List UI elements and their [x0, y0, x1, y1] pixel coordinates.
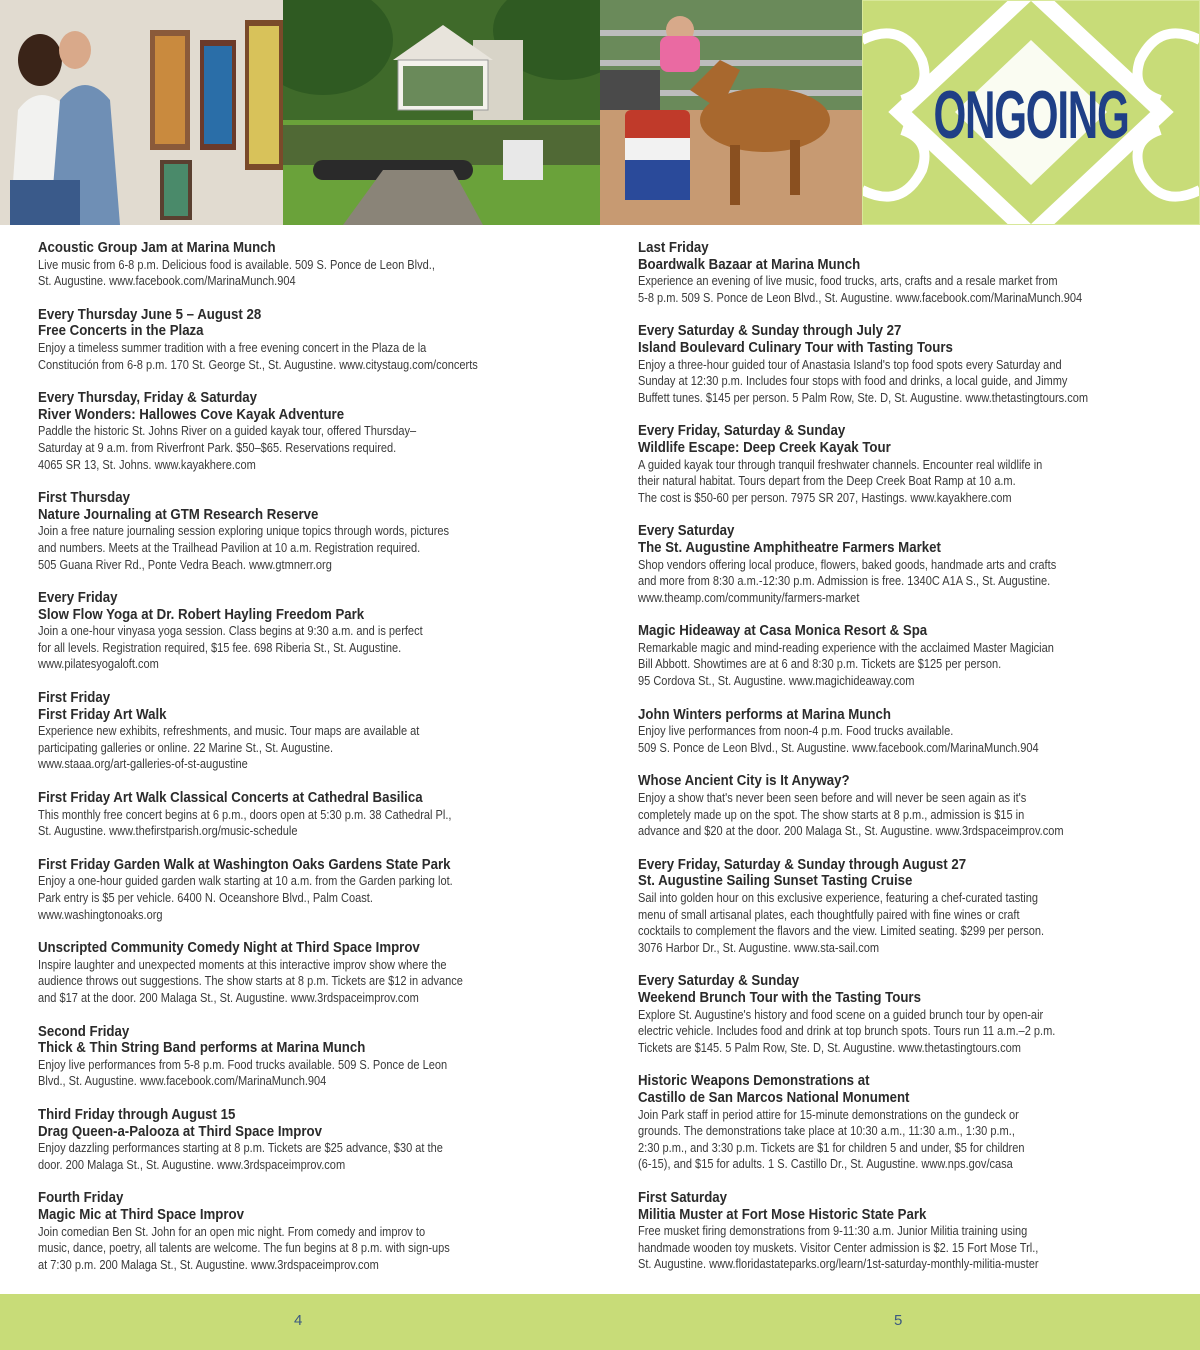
event-description: Shop vendors offering local produce, flowers, baked goods, handmade arts and crafts and more from 8:30 a.m.-12:30 p.m. Admission is free. 1340C A1A S., St. Augustine. www.theamp.com/community/farmers-market — [638, 556, 1057, 605]
event-title: Weekend Brunch Tour with the Tasting Tours — [638, 989, 921, 1006]
event-schedule: Every Saturday & Sunday through July 27 — [638, 323, 902, 340]
event-listing — [38, 390, 578, 473]
event-listing — [38, 1190, 578, 1273]
event-description: Live music from 6-8 p.m. Delicious food is available. 509 S. Ponce de Leon Blvd., St. Augustine. www.facebook.com/MarinaMunch.904 — [38, 256, 435, 289]
event-schedule: Every Friday — [38, 590, 118, 607]
event-description: A guided kayak tour through tranquil freshwater channels. Encounter real wildlife in their natural habitat. Tours depart from the Deep Creek Boat Ramp at 10 a.m. The cost is $50-60 per person. 7975 SR 207, Hastings. www.kayakhere.com — [638, 456, 1043, 505]
event-description: Inspire laughter and unexpected moments at this interactive improv show where the audience throws out suggestions. The show starts at 8 p.m. Tickets are $12 in advance and $17 at the door. 200 Malaga St., St. Augustine. www.3rdspaceimprov.com — [38, 956, 463, 1005]
event-schedule: Second Friday — [38, 1023, 130, 1040]
plaza-gazebo-concert-photo — [283, 0, 600, 225]
event-listing — [38, 490, 578, 573]
event-description: Enjoy a three-hour guided tour of Anastasia Island's top food spots every Saturday and Sunday at 12:30 p.m. Includes four stops with food and drinks, a local guide, and Jimmy Buffett tunes. $145 per person. 5 Palm Row, Ste. D, St. Augustine. www.thetastingtours.com — [638, 356, 1089, 405]
couple-viewing-art-photo — [0, 0, 283, 225]
left-event-column — [38, 240, 578, 1290]
event-schedule: Third Friday through August 15 — [38, 1106, 236, 1123]
event-description: Join a one-hour vinyasa yoga session. Class begins at 9:30 a.m. and is perfect for all levels. Registration required, $15 fee. 698 Riberia St., St. Augustine. www.pilatesyogaloft.com — [38, 623, 423, 672]
event-title: St. Augustine Sailing Sunset Tasting Cruise — [638, 873, 913, 890]
event-listing — [638, 240, 1178, 306]
event-description: Join a free nature journaling session exploring unique topics through words, pictures and numbers. Meets at the Trailhead Pavilion at 10 a.m. Registration required. 505 Guana River Rd., Ponte Vedra Beach. www.gtmnerr.org — [38, 523, 450, 572]
event-description: Enjoy live performances from 5-8 p.m. Food trucks available. 509 S. Ponce de Leon Blvd., St. Augustine. www.facebook.com/MarinaMunch.904 — [38, 1056, 448, 1089]
event-title: Free Concerts in the Plaza — [38, 323, 204, 340]
event-listing — [38, 590, 578, 673]
event-description: Enjoy a timeless summer tradition with a free evening concert in the Plaza de la Constitución from 6-8 p.m. 170 St. George St., St. Augustine. www.citystaug.com/concerts — [38, 339, 478, 372]
event-title: Unscripted Community Comedy Night at Third Space Improv — [38, 940, 420, 957]
event-schedule: Every Thursday June 5 – August 28 — [38, 306, 262, 323]
event-title: The St. Augustine Amphitheatre Farmers Market — [638, 539, 941, 556]
event-title: Island Boulevard Culinary Tour with Tasting Tours — [638, 339, 953, 356]
event-description: Experience new exhibits, refreshments, and music. Tour maps are available at participating galleries or online. 22 Marine St., St. Augustine. www.staaa.org/art-galleries-of-st-augustine — [38, 723, 420, 772]
ongoing-banner — [862, 0, 1200, 225]
event-listing — [38, 790, 578, 840]
event-description: Free musket firing demonstrations from 9-11:30 a.m. Junior Militia training using handmade wooden toy muskets. Visitor Center admission is $2. 15 Fort Mose Trl., St. Augustine. www.floridastateparks.org/learn/1st-saturday-monthly-militia-muster — [638, 1223, 1039, 1272]
event-listing — [638, 1073, 1178, 1173]
event-schedule: Every Friday, Saturday & Sunday through August 27 — [638, 856, 967, 873]
event-listing — [638, 773, 1178, 839]
event-schedule: Every Saturday & Sunday — [638, 973, 800, 990]
event-title: Acoustic Group Jam at Marina Munch — [38, 240, 276, 256]
event-listing — [38, 690, 578, 773]
event-description: Join comedian Ben St. John for an open mic night. From comedy and improv to music, dance, poetry, all talents are welcome. The fun begins at 8 p.m. with sign-ups at 7:30 p.m. 200 Malaga St., St. Augustine. www.3rdspaceimprov.com — [38, 1223, 450, 1272]
event-schedule: First Saturday — [638, 1189, 728, 1206]
event-schedule: Every Thursday, Friday & Saturday — [38, 390, 258, 407]
event-description: Enjoy a one-hour guided garden walk starting at 10 a.m. from the Garden parking lot. Park entry is $5 per vehicle. 6400 N. Oceanshore Blvd., Palm Coast. www.washingtonoaks.org — [38, 873, 453, 922]
page-number-right: 5 — [894, 1312, 903, 1329]
event-description: Experience an evening of live music, food trucks, arts, crafts and a resale market from 5-8 p.m. 509 S. Ponce de Leon Blvd., St. Augustine. www.facebook.com/MarinaMunch.904 — [638, 273, 1083, 305]
event-title: Boardwalk Bazaar at Marina Munch — [638, 256, 861, 273]
event-listing — [638, 623, 1178, 689]
event-listing — [638, 323, 1178, 406]
event-title: Castillo de San Marcos National Monument — [638, 1089, 910, 1106]
event-title: First Friday Art Walk — [38, 706, 167, 723]
event-listing — [38, 240, 578, 290]
event-title: First Friday Garden Walk at Washington Oaks Gardens State Park — [38, 856, 451, 873]
event-title: Whose Ancient City is It Anyway? — [638, 773, 850, 790]
page-number-left: 4 — [294, 1312, 303, 1329]
event-title: John Winters performs at Marina Munch — [638, 706, 891, 723]
event-title: Thick & Thin String Band performs at Marina Munch — [38, 1040, 366, 1057]
event-description: Sail into golden hour on this exclusive experience, featuring a chef-curated tasting menu of small artisanal plates, each thoughtfully paired with fine wines or craft cocktails to complement the flavors and the view. Limited seating. $299 per person. 3076 Harbor Dr., St. Augustine. www.sta-sail.com — [638, 890, 1045, 955]
event-description: This monthly free concert begins at 6 p.m., doors open at 5:30 p.m. 38 Cathedral Pl., St. Augustine. www.thefirstparish.org/music-schedule — [38, 806, 452, 839]
event-schedule: Every Saturday — [638, 523, 735, 540]
event-listing — [38, 940, 578, 1006]
event-listing — [638, 857, 1178, 957]
event-title: Wildlife Escape: Deep Creek Kayak Tour — [638, 439, 891, 456]
event-listing — [38, 1107, 578, 1173]
event-listing — [38, 857, 578, 923]
event-listing — [38, 1024, 578, 1090]
event-schedule: Last Friday — [638, 240, 709, 256]
event-listing — [638, 1190, 1178, 1273]
event-title: Nature Journaling at GTM Research Reserve — [38, 506, 319, 523]
barrel-racing-rodeo-photo — [600, 0, 862, 225]
event-listing — [638, 973, 1178, 1056]
event-schedule: First Friday — [38, 690, 111, 707]
event-listing — [38, 307, 578, 373]
event-listing — [638, 707, 1178, 757]
event-title: Slow Flow Yoga at Dr. Robert Hayling Freedom Park — [38, 606, 365, 623]
page-title: ONGOING — [933, 77, 1129, 153]
right-event-column — [638, 240, 1178, 1290]
event-description: Paddle the historic St. Johns River on a guided kayak tour, offered Thursday– Saturday at 9 a.m. from Riverfront Park. $50–$65. Reservations required. 4065 SR 13, St. Johns. www.kayakhere.com — [38, 423, 417, 472]
event-schedule: First Thursday — [38, 490, 130, 507]
event-description: Enjoy dazzling performances starting at 8 p.m. Tickets are $25 advance, $30 at the door. 200 Malaga St., St. Augustine. www.3rdspaceimprov.com — [38, 1140, 443, 1172]
page-footer — [0, 1294, 1200, 1350]
event-listing — [638, 523, 1178, 606]
event-description: Enjoy live performances from noon-4 p.m. Food trucks available. 509 S. Ponce de Leon Blvd., St. Augustine. www.facebook.com/MarinaMunch.904 — [638, 723, 1039, 755]
event-title: River Wonders: Hallowes Cove Kayak Adventure — [38, 406, 345, 423]
event-description: Join Park staff in period attire for 15-minute demonstrations on the gundeck or grounds. The demonstrations take place at 10:30 a.m., 11:30 a.m., 1:30 p.m., 2:30 p.m., and 3:30 p.m. Tickets are $1 for children 5 and under, $5 for children (6-15), and $15 for adults. 1 S. Castillo Dr., St. Augustine. www.nps.gov/casa — [638, 1106, 1025, 1172]
event-title: First Friday Art Walk Classical Concerts at Cathedral Basilica — [38, 790, 423, 807]
event-schedule: Fourth Friday — [38, 1190, 124, 1207]
event-schedule: Historic Weapons Demonstrations at — [638, 1073, 870, 1090]
event-description: Enjoy a show that's never been seen before and will never be seen again as it's completely made up on the spot. The show starts at 8 p.m., admission is $15 in advance and $20 at the door. 200 Malaga St., St. Augustine. www.3rdspaceimprov.com — [638, 790, 1064, 839]
event-schedule: Every Friday, Saturday & Sunday — [638, 423, 846, 440]
photo-strip — [0, 0, 1200, 225]
event-title: Magic Hideaway at Casa Monica Resort & Spa — [638, 623, 928, 640]
event-description: Remarkable magic and mind-reading experience with the acclaimed Master Magician Bill Abbott. Showtimes are at 6 and 8:30 p.m. Tickets are $125 per person. 95 Cordova St., St. Augustine. www.magichideaway.com — [638, 639, 1054, 689]
event-title: Drag Queen-a-Palooza at Third Space Improv — [38, 1123, 322, 1140]
event-listing — [638, 423, 1178, 506]
event-description: Explore St. Augustine's history and food scene on a guided brunch tour by open-air electric vehicle. Includes food and drink at top brunch spots. Tours run 11 a.m.–2 p.m. Tickets are $145. 5 Palm Row, Ste. D, St. Augustine. www.thetastingtours.com — [638, 1006, 1056, 1055]
event-title: Militia Muster at Fort Mose Historic State Park — [638, 1206, 927, 1223]
event-title: Magic Mic at Third Space Improv — [38, 1206, 244, 1223]
